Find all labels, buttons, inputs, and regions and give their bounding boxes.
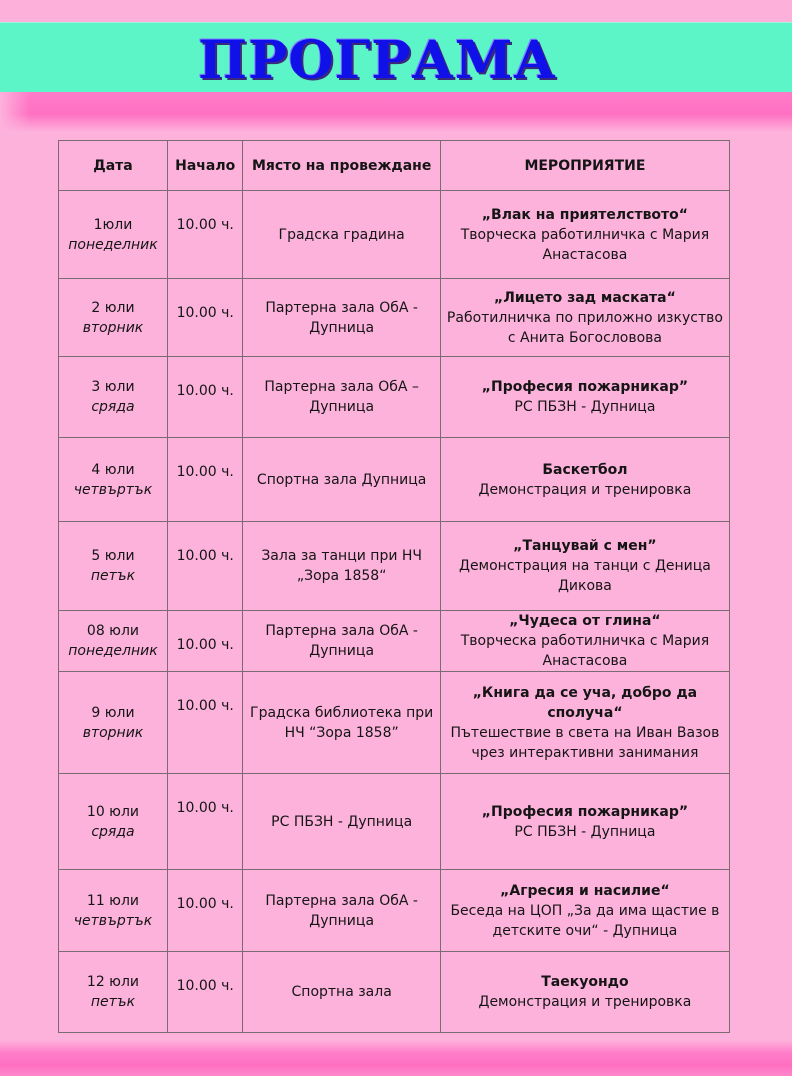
table-row xyxy=(59,279,730,357)
event-title: „Чудеса от глина“ xyxy=(509,613,661,629)
table-row xyxy=(59,611,730,672)
start-time: 10.00 ч. xyxy=(167,611,243,672)
event-title: „Професия пожарникар” xyxy=(481,379,689,395)
date-cell xyxy=(59,438,168,522)
date-cell xyxy=(59,672,168,774)
date-text: 12 юли xyxy=(86,974,140,990)
place-cell: Градска библиотека при НЧ “Зора 1858” xyxy=(243,672,440,774)
table-row xyxy=(59,952,730,1033)
header-date: Дата xyxy=(59,141,168,191)
weekday-text: петък xyxy=(90,994,136,1010)
weekday-text: четвъртък xyxy=(73,912,153,929)
event-title: „Професия пожарникар” xyxy=(481,803,689,820)
place-cell: Градска градина xyxy=(243,191,440,279)
event-description: Демонстрация и тренировка xyxy=(478,994,692,1010)
start-time: 10.00 ч. xyxy=(167,191,243,279)
date-text: 11 юли xyxy=(86,892,140,909)
event-description: Пътешествие в света на Иван Вазов чрез интерактивни занимания xyxy=(450,724,720,761)
title-band xyxy=(0,22,792,93)
date-text: 3 юли xyxy=(91,379,135,395)
event-cell xyxy=(440,611,729,672)
table-row xyxy=(59,672,730,774)
weekday-text: вторник xyxy=(82,319,144,336)
weekday-text: понеделник xyxy=(68,236,158,253)
date-cell xyxy=(59,279,168,357)
start-time: 10.00 ч. xyxy=(167,438,243,522)
event-title: „Танцувай с мен” xyxy=(513,538,657,554)
event-title: Таекуондо xyxy=(541,974,629,990)
table-row xyxy=(59,438,730,522)
weekday-text: сряда xyxy=(91,399,135,415)
start-time: 10.00 ч. xyxy=(167,774,243,870)
start-time: 10.00 ч. xyxy=(167,672,243,774)
table-row xyxy=(59,774,730,870)
event-description: РС ПБЗН - Дупница xyxy=(514,823,656,840)
event-cell xyxy=(440,870,729,952)
event-description: Работилничка по приложно изкуство с Анита Богословова xyxy=(446,309,723,346)
weekday-text: понеделник xyxy=(68,643,158,659)
date-cell xyxy=(59,870,168,952)
place-cell: Партерна зала ОбА - Дупница xyxy=(243,279,440,357)
table-row xyxy=(59,522,730,611)
event-cell xyxy=(440,522,729,611)
date-text: 1юли xyxy=(93,216,133,233)
event-description: Беседа на ЦОП „За да има щастие в детските очи“ - Дупница xyxy=(450,902,720,939)
start-time: 10.00 ч. xyxy=(167,357,243,438)
weekday-text: сряда xyxy=(91,823,135,840)
table-header-row xyxy=(59,141,730,191)
date-cell xyxy=(59,357,168,438)
header-event: МЕРОПРИЯТИЕ xyxy=(440,141,729,191)
date-cell xyxy=(59,522,168,611)
place-cell: Спортна зала Дупница xyxy=(243,438,440,522)
event-cell xyxy=(440,672,729,774)
place-cell: Партерна зала ОбА - Дупница xyxy=(243,870,440,952)
schedule-table xyxy=(58,140,730,1033)
table-row xyxy=(59,191,730,279)
place-cell: Спортна зала xyxy=(243,952,440,1033)
event-title: Баскетбол xyxy=(542,461,628,478)
start-time: 10.00 ч. xyxy=(167,952,243,1033)
event-title: „Влак на приятелството“ xyxy=(481,206,688,223)
weekday-text: вторник xyxy=(82,724,144,741)
date-cell xyxy=(59,952,168,1033)
event-cell xyxy=(440,279,729,357)
table-row xyxy=(59,870,730,952)
start-time: 10.00 ч. xyxy=(167,870,243,952)
event-description: Творческа работилничка с Мария Анастасова xyxy=(460,226,710,263)
header-decor-band xyxy=(0,92,792,132)
start-time: 10.00 ч. xyxy=(167,279,243,357)
event-title: „Лицето зад маската“ xyxy=(494,289,676,306)
date-cell xyxy=(59,611,168,672)
footer-decor-band xyxy=(0,1040,792,1076)
event-description: Демонстрация на танци с Деница Дикова xyxy=(459,558,711,594)
event-description: РС ПБЗН - Дупница xyxy=(514,399,656,415)
place-cell: РС ПБЗН - Дупница xyxy=(243,774,440,870)
event-title: „Агресия и насилие“ xyxy=(500,882,670,899)
date-text: 4 юли xyxy=(91,461,135,478)
event-cell xyxy=(440,191,729,279)
date-text: 9 юли xyxy=(91,704,135,721)
top-strip xyxy=(0,0,792,22)
date-text: 2 юли xyxy=(91,299,135,316)
date-cell xyxy=(59,191,168,279)
date-text: 10 юли xyxy=(86,803,140,820)
header-start: Начало xyxy=(167,141,243,191)
weekday-text: петък xyxy=(90,568,136,584)
start-time: 10.00 ч. xyxy=(167,522,243,611)
event-cell xyxy=(440,438,729,522)
event-description: Демонстрация и тренировка xyxy=(478,481,692,498)
event-description: Творческа работилничка с Мария Анастасова xyxy=(460,633,710,669)
date-text: 08 юли xyxy=(86,623,140,639)
event-cell xyxy=(440,774,729,870)
event-cell xyxy=(440,357,729,438)
table-row xyxy=(59,357,730,438)
weekday-text: четвъртък xyxy=(73,481,153,498)
header-place: Място на провеждане xyxy=(243,141,440,191)
place-cell: Партерна зала ОбА – Дупница xyxy=(243,357,440,438)
date-text: 5 юли xyxy=(91,548,135,564)
page-title: ПРОГРАМА xyxy=(198,30,557,91)
event-title: „Книга да се уча, добро да сполуча“ xyxy=(472,684,698,721)
date-cell xyxy=(59,774,168,870)
event-cell xyxy=(440,952,729,1033)
place-cell: Зала за танци при НЧ „Зора 1858“ xyxy=(243,522,440,611)
place-cell: Партерна зала ОбА - Дупница xyxy=(243,611,440,672)
